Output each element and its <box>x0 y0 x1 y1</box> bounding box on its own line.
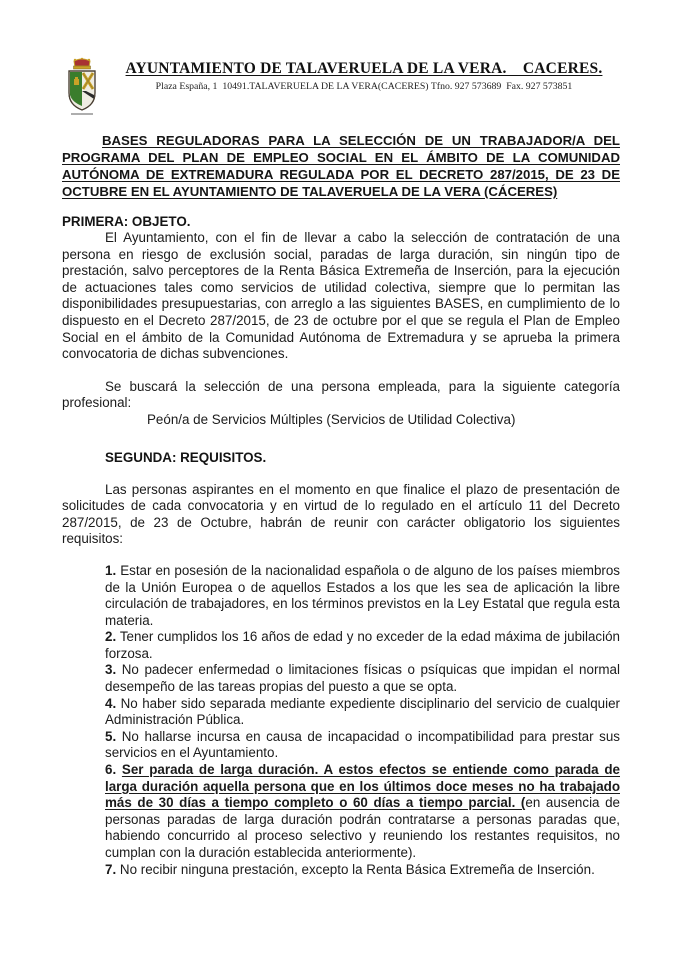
organization-name: AYUNTAMIENTO DE TALAVERUELA DE LA VERA. CACERES. <box>125 60 603 77</box>
requirement-number: 3. <box>105 662 117 678</box>
requirement-number: 1. <box>105 562 117 578</box>
requirement-text: No haber sido separada mediante expediente disciplinario del servicio de cualquier Administración Pública. <box>105 695 620 728</box>
requirement-number: 7. <box>105 861 117 877</box>
requirements-list <box>105 563 620 878</box>
requirement-item-3 <box>105 662 620 695</box>
selection-paragraph: Se buscará la selección de una persona empleada, para la siguiente categoría profesional: <box>62 378 620 411</box>
requirement-text: No recibir ninguna prestación, excepto la Renta Básica Extremeña de Inserción. <box>119 861 595 877</box>
requirement-text: No hallarse incursa en causa de incapacidad o incompatibilidad para prestar sus servicios en el Ayuntamiento. <box>105 728 620 761</box>
requirement-item-5 <box>105 729 620 762</box>
organization-address: Plaza España, 1 10491.TALAVERUELA DE LA VERA(CACERES) Tfno. 927 573689 Fax. 927 573851 <box>155 81 573 92</box>
section-heading-primera: PRIMERA: OBJETO. <box>62 214 191 229</box>
requirement-text: No padecer enfermedad o limitaciones físicas o psíquicas que impidan el normal desempeño de las tareas propias del puesto a que se opta. <box>105 662 620 695</box>
job-category-line: Peón/a de Servicios Múltiples (Servicios de Utilidad Colectiva) <box>147 411 516 427</box>
document-title: BASES REGULADORAS PARA LA SELECCIÓN DE UN TRABAJADOR/A DEL PROGRAMA DEL PLAN DE EMPLEO SOCIAL EN EL ÁMBITO DE LA COMUNIDAD AUTÓNOMA DE EXTREMADURA REGULADA POR EL DECRETO 287/2015, DE 23 DE OCTUBRE EN EL AYUNTAMIENTO DE TALAVERUELA DE LA VERA (CÁCERES) <box>62 133 620 199</box>
requirement-text-emphasized: Ser parada de larga duración. A estos efectos se entiende como parada de larga duración aquella persona que en los últimos doce meses no ha trabajado más de 30 días a tiempo completo o 60 días a tiempo parcial. ( <box>105 762 620 811</box>
requirement-item-6 <box>105 762 620 862</box>
section-heading-segunda: SEGUNDA: REQUISITOS. <box>105 449 267 465</box>
requirement-number: 6. <box>105 762 117 778</box>
requirement-item-2 <box>105 629 620 662</box>
requirement-text: Estar en posesión de la nacionalidad española o de alguno de los países miembros de la Unión Europea o de aquellos Estados a los que les sea de aplicación la libre circulación de trabajadores, en los términos previstos en la Ley Estatal que regula esta materia. <box>105 562 620 628</box>
primera-paragraph: El Ayuntamiento, con el fin de llevar a cabo la selección de contratación de una persona en riesgo de exclusión social, paradas de larga duración, sin ningún tipo de prestación, salvo perceptores de la Renta Básica Extremeña de Inserción, para la ejecución de actuaciones tales como servicios de utilidad colectiva, siempre que lo permitan las disponibilidades presupuestarias, con arreglo a las siguientes BASES, en cumplimiento de lo dispuesto en el Decreto 287/2015, de 23 de octubre por el que se regula el Plan de Empleo Social en el ámbito de la Comunidad Autónoma de Extremadura y se aprueba la primera convocatoria de dichas subvenciones. <box>62 230 620 362</box>
requirement-item-4 <box>105 696 620 729</box>
requirement-text: Tener cumplidos los 16 años de edad y no exceder de la edad máxima de jubilación forzosa. <box>105 629 620 661</box>
requirement-item-7 <box>105 862 620 879</box>
requirement-number: 2. <box>105 629 117 645</box>
requirement-number: 5. <box>105 728 117 744</box>
requirement-text: en ausencia de personas paradas de larga duración podrán contratarse a personas paradas que, habiendo concurrido al proceso selectivo y reuniendo los restantes requisitos, no cumplan con la duración establecida anteriormente). <box>105 795 620 860</box>
requirement-number: 4. <box>105 695 117 711</box>
requirements-intro: Las personas aspirantes en el momento en que finalice el plazo de presentación de solicitudes de cada convocatoria y en virtud de lo regulado en el artículo 11 del Decreto 287/2015, de 23 de Octubre, habrán de reunir con carácter obligatorio los siguientes requisitos: <box>62 481 620 547</box>
document-content <box>62 0 620 878</box>
requirement-item-1 <box>105 563 620 629</box>
letterhead <box>108 0 620 92</box>
